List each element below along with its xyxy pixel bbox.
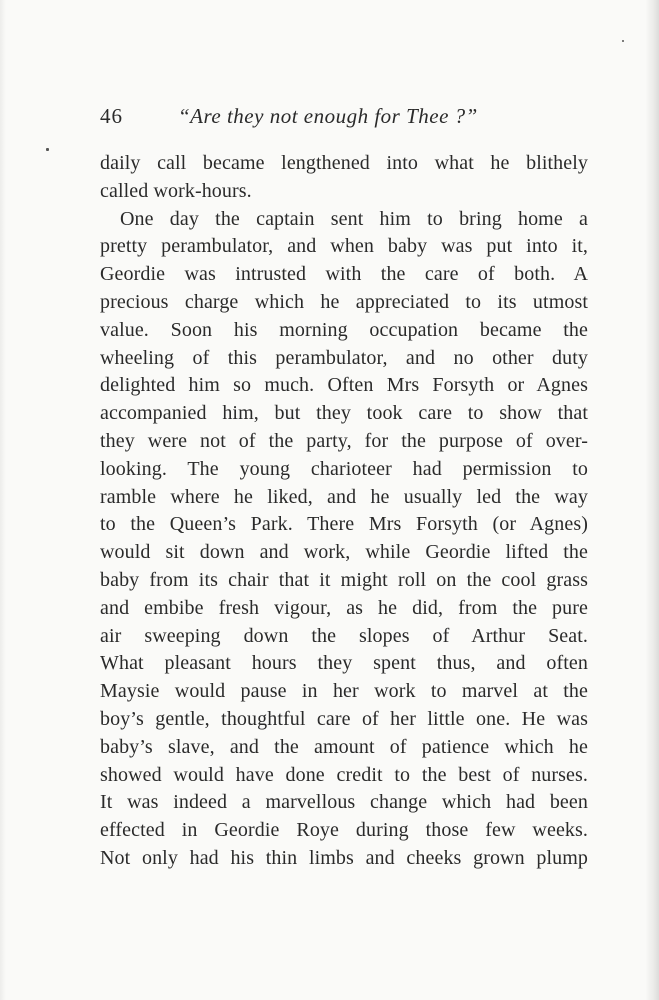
text-line: baby’s slave, and the amount of patience which he <box>100 735 588 758</box>
text-line: delighted him so much. Often Mrs Forsyth or Agnes <box>100 374 588 397</box>
text-line: Geordie was intrusted with the care of both. A <box>100 263 588 286</box>
text-line: they were not of the party, for the purpose of over- <box>100 429 588 452</box>
print-speck <box>46 148 49 151</box>
page-header <box>100 101 590 131</box>
text-line: Maysie would pause in her work to marvel at the <box>100 680 588 703</box>
text-line: One day the captain sent him to bring home a <box>120 207 588 230</box>
text-line: called work-hours. <box>100 179 252 202</box>
page-number: 46 <box>100 104 123 128</box>
text-line: ramble where he liked, and he usually led the way <box>100 485 588 508</box>
text-line: to the Queen’s Park. There Mrs Forsyth (or Agnes) <box>100 513 588 536</box>
text-line: looking. The young charioteer had permission to <box>100 457 588 480</box>
text-line: Not only had his thin limbs and cheeks grown plump <box>100 846 588 869</box>
text-line: would sit down and work, while Geordie lifted the <box>100 541 588 564</box>
text-line: What pleasant hours they spent thus, and often <box>100 652 588 675</box>
text-line: wheeling of this perambulator, and no other duty <box>100 346 588 369</box>
text-line: value. Soon his morning occupation became the <box>100 318 588 341</box>
running-title: “Are they not enough for Thee ?” <box>178 104 478 128</box>
text-line: effected in Geordie Roye during those few weeks. <box>100 819 588 842</box>
text-line: and embibe fresh vigour, as he did, from the pure <box>100 596 588 619</box>
page-right-edge-shadow <box>645 0 659 1000</box>
text-line: pretty perambulator, and when baby was put into it, <box>100 235 588 258</box>
text-line: baby from its chair that it might roll on the cool grass <box>100 568 588 591</box>
print-speck <box>622 40 624 42</box>
text-line: boy’s gentle, thoughtful care of her little one. He was <box>100 707 588 730</box>
text-line: It was indeed a marvellous change which had been <box>100 791 588 814</box>
body-text <box>100 150 588 873</box>
text-line: showed would have done credit to the best of nurses. <box>100 763 588 786</box>
text-line: precious charge which he appreciated to its utmost <box>100 290 588 313</box>
text-line: daily call became lengthened into what he blithely <box>100 152 588 174</box>
text-line: accompanied him, but they took care to show that <box>100 402 588 425</box>
page-left-edge-shadow <box>0 0 6 1000</box>
text-line: air sweeping down the slopes of Arthur Seat. <box>100 624 588 647</box>
